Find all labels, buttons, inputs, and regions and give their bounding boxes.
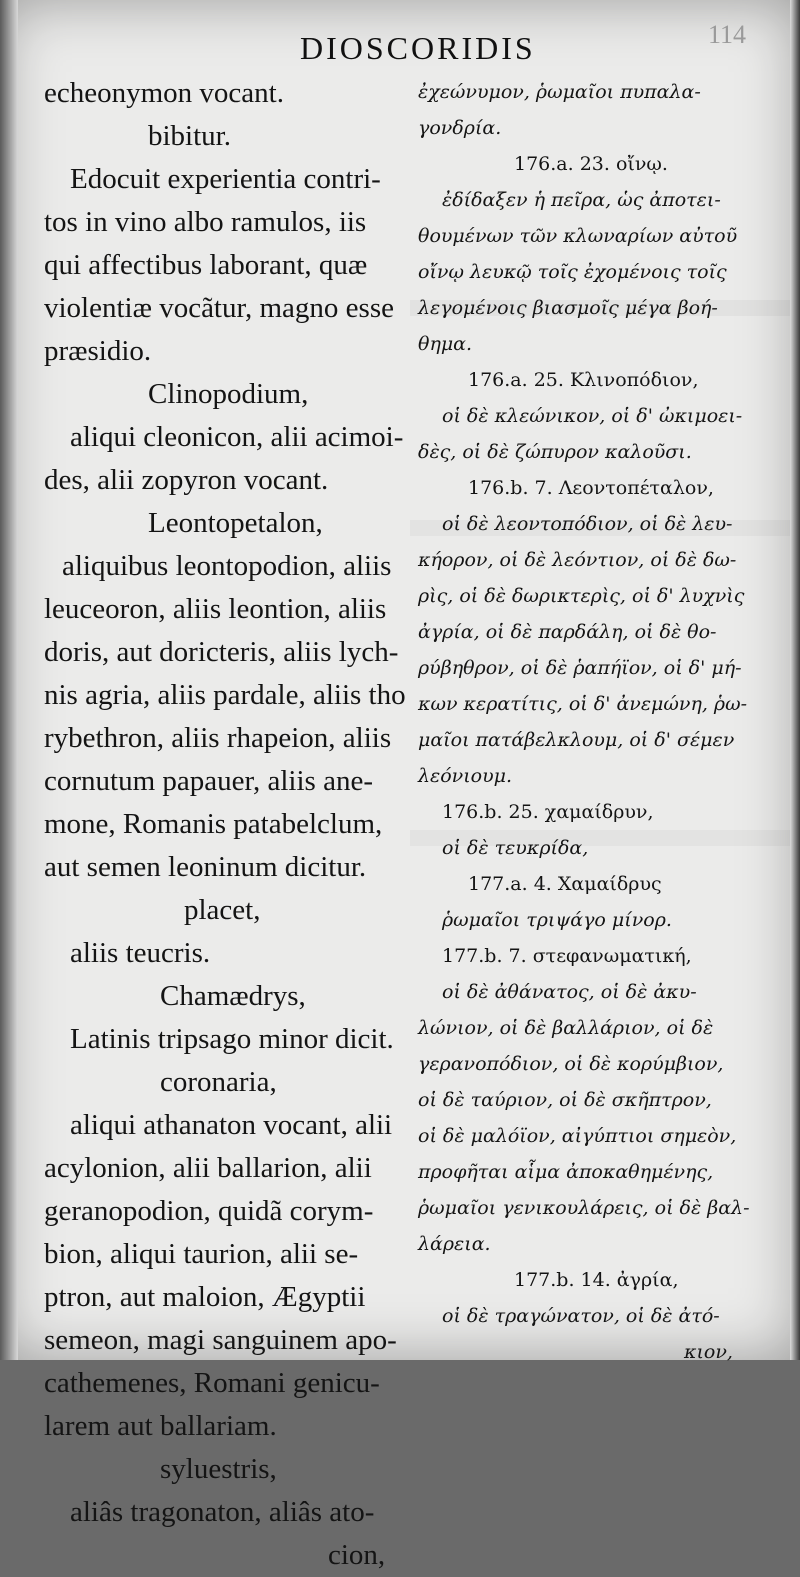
- greek-line: οἱ δὲ λεοντοπόδιον, οἱ δὲ λευ-: [442, 513, 733, 535]
- greek-line: γερανοπόδιον, οἱ δὲ κορύμβιον,: [418, 1053, 724, 1075]
- greek-line: γονδρία.: [418, 117, 502, 139]
- greek-line: κιον,: [684, 1341, 733, 1363]
- greek-line: ῥωμαῖοι γενικουλάρεις, οἱ δὲ βαλ-: [418, 1197, 750, 1219]
- greek-line: λάρεια.: [418, 1233, 491, 1255]
- greek-line: ρὶς, οἱ δὲ δωρικτερὶς, οἱ δ' λυχνὶς: [418, 585, 745, 607]
- latin-line: cathemenes, Romani genicu-: [44, 1367, 380, 1399]
- latin-line: coronaria,: [160, 1066, 277, 1098]
- greek-reference-line: 177.a. 4. Χαμαίδρυς: [468, 873, 662, 895]
- latin-line: mone, Romanis patabelclum,: [44, 808, 383, 840]
- greek-line: οἴνῳ λευκῷ τοῖς ἐχομένοις τοῖς: [418, 261, 727, 283]
- latin-line: semeon, magi sanguinem apo-: [44, 1324, 397, 1356]
- greek-line: δὲς, οἱ δὲ ζώπυρον καλοῦσι.: [418, 441, 692, 463]
- greek-line: οἱ δὲ μαλόϊον, αἰγύπτιοι σημεὸν,: [418, 1125, 737, 1147]
- latin-line: cornutum papauer, aliis ane-: [44, 765, 373, 797]
- latin-line: aut semen leoninum dicitur.: [44, 851, 367, 883]
- latin-line: larem aut ballariam.: [44, 1410, 277, 1442]
- greek-line: μαῖοι πατάβελκλουμ, οἱ δ' σέμεν: [418, 729, 735, 751]
- greek-line: οἱ δὲ ἀθάνατος, οἱ δὲ ἀκυ-: [442, 981, 697, 1003]
- greek-line: ἐχεώνυμον, ῥωμαῖοι πυπαλα-: [418, 81, 701, 103]
- latin-line: Leontopetalon,: [148, 507, 323, 539]
- latin-line: cion,: [328, 1539, 386, 1571]
- latin-column: [44, 72, 404, 1577]
- greek-line: θημα.: [418, 333, 473, 355]
- greek-reference-line: 177.b. 7. στεφανωματική,: [442, 945, 692, 967]
- latin-line: syluestris,: [160, 1453, 277, 1485]
- greek-line: ῥωμαῖοι τριψάγο μίνορ.: [442, 909, 672, 931]
- greek-reference-line: 176.b. 25. χαμαίδρυν,: [442, 801, 654, 823]
- latin-line: geranopodion, quidã corym-: [44, 1195, 374, 1227]
- running-head: DIOSCORIDIS: [300, 30, 536, 66]
- greek-line: λεγομένοις βιασμοῖς μέγα βοή-: [418, 297, 718, 319]
- greek-reference-line: 176.a. 25. Κλινοπόδιον,: [468, 369, 699, 391]
- latin-line: bibitur.: [148, 120, 231, 152]
- greek-line: οἱ δὲ τραγώνατον, οἱ δὲ ἀτό-: [442, 1305, 720, 1327]
- page-edge-shadow: [790, 0, 800, 1360]
- greek-reference-line: 177.b. 14. ἀγρία,: [514, 1269, 679, 1291]
- latin-line: aliqui cleonicon, alii acimoi-: [70, 421, 404, 453]
- latin-line: placet,: [184, 894, 261, 926]
- latin-line: Latinis tripsago minor dicit.: [70, 1023, 394, 1055]
- latin-line: violentiæ vocãtur, magno esse: [44, 292, 394, 324]
- latin-line: præsidio.: [44, 335, 152, 367]
- latin-line: leuceoron, aliis leontion, aliis: [44, 593, 387, 625]
- latin-line: qui affectibus laborant, quæ: [44, 249, 368, 281]
- greek-line: οἱ δὲ τευκρίδα,: [442, 837, 589, 859]
- greek-line: ἀγρία, οἱ δὲ παρδάλη, οἱ δὲ θο-: [418, 621, 717, 643]
- latin-line: aliqui athanaton vocant, alii: [70, 1109, 393, 1141]
- latin-line: echeonymon vocant.: [44, 77, 284, 109]
- greek-line: οἱ δὲ κλεώνικον, οἱ δ' ὠκιμοει-: [442, 405, 743, 427]
- latin-line: Chamædrys,: [160, 980, 306, 1012]
- latin-line: ptron, aut maloion, Ægyptii: [44, 1281, 366, 1313]
- greek-line: θουμένων τῶν κλωναρίων αὐτοῦ: [418, 225, 738, 247]
- greek-line: οἱ δὲ ταύριον, οἱ δὲ σκῆπτρον,: [418, 1089, 712, 1111]
- latin-line: rybethron, aliis rhapeion, aliis: [44, 722, 392, 754]
- latin-line: Edocuit experientia contri-: [70, 163, 381, 195]
- latin-line: bion, aliqui taurion, alii se-: [44, 1238, 359, 1270]
- greek-reference-line: 176.a. 23. οἴνῳ.: [514, 153, 668, 175]
- greek-line: ρύβηθρον, οἱ δὲ ῥαπήϊον, οἱ δ' μή-: [418, 657, 742, 679]
- greek-line: λώνιον, οἱ δὲ βαλλάριον, οἱ δὲ: [418, 1017, 714, 1039]
- greek-line: προφῆται αἷμα ἀποκαθημένης,: [418, 1161, 714, 1183]
- latin-line: aliquibus leontopodion, aliis: [62, 550, 392, 582]
- greek-reference-line: 176.b. 7. Λεοντοπέταλον,: [468, 477, 714, 499]
- greek-line: λεόνιουμ.: [418, 765, 513, 787]
- greek-line: κήορον, οἱ δὲ λεόντιον, οἱ δὲ δω-: [418, 549, 737, 571]
- page-number-faint: 114: [708, 20, 747, 49]
- latin-line: des, alii zopyron vocant.: [44, 464, 329, 496]
- latin-line: doris, aut doricteris, aliis lych-: [44, 636, 399, 668]
- latin-line: nis agria, aliis pardale, aliis tho: [44, 679, 406, 711]
- greek-column: [414, 74, 764, 1370]
- page-gutter-shadow: [0, 0, 18, 1360]
- latin-line: Clinopodium,: [148, 378, 309, 410]
- greek-line: ἐδίδαξεν ἡ πεῖρα, ὡς ἀποτει-: [442, 189, 721, 211]
- greek-line: κων κερατίτις, οἱ δ' ἀνεμώνη, ῥω-: [418, 693, 747, 715]
- latin-line: acylonion, alii ballarion, alii: [44, 1152, 372, 1184]
- latin-line: aliis teucris.: [70, 937, 211, 969]
- latin-line: tos in vino albo ramulos, iis: [44, 206, 367, 238]
- latin-line: aliâs tragonaton, aliâs ato-: [70, 1496, 375, 1528]
